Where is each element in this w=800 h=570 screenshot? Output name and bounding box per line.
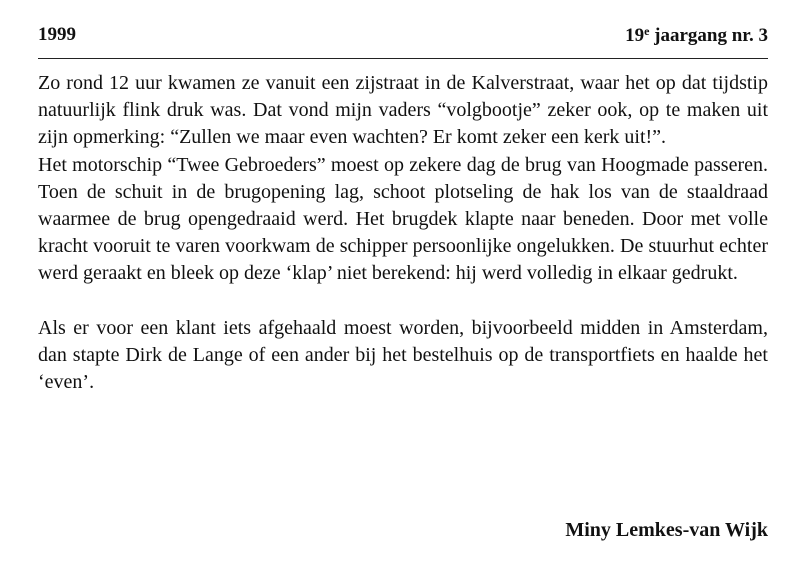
header-issue bbox=[625, 24, 768, 47]
page-header bbox=[38, 24, 768, 50]
paragraph-kalverstraat: Zo rond 12 uur kwamen ze vanuit een zijstraat in de Kalverstraat, waar het op dat tijdstip natuurlijk flink druk was. Dat vond mijn vaders “volgbootje” zeker ook, op te maken uit zijn opmerking: “Zullen we maar even wachten? Er komt zeker een kerk uit!”. bbox=[38, 72, 768, 149]
article-body bbox=[38, 70, 768, 396]
issue-label: jaargang nr. 3 bbox=[649, 25, 768, 46]
issue-number: 19 bbox=[625, 25, 645, 46]
author-signature: Miny Lemkes-van Wijk bbox=[565, 519, 768, 541]
paragraph-twee-gebroeders: Het motorschip “Twee Gebroeders” moest op zekere dag de brug van Hoogmade passeren. Toen de schuit in de brugopening lag, schoot plotseling de hak los van de staaldraad waarmee de brug opengedraaid werd. Het brugdek klapte naar beneden. Door met volle kracht vooruit te varen voorkwam de schipper persoonlijke ongelukken. De stuurhut echter werd geraakt en bleek op deze ‘klap’ niet berekend: hij werd volledig in elkaar gedrukt. bbox=[38, 153, 768, 285]
issue-superscript: e bbox=[644, 24, 650, 38]
header-divider bbox=[38, 58, 768, 59]
header-year: 1999 bbox=[38, 24, 76, 45]
paragraph-transportfiets: Als er voor een klant iets afgehaald moest worden, bijvoorbeeld midden in Amsterdam, dan stapte Dirk de Lange of een ander bij het bestelhuis op de transportfiets en haalde het ‘even’. bbox=[38, 316, 768, 394]
